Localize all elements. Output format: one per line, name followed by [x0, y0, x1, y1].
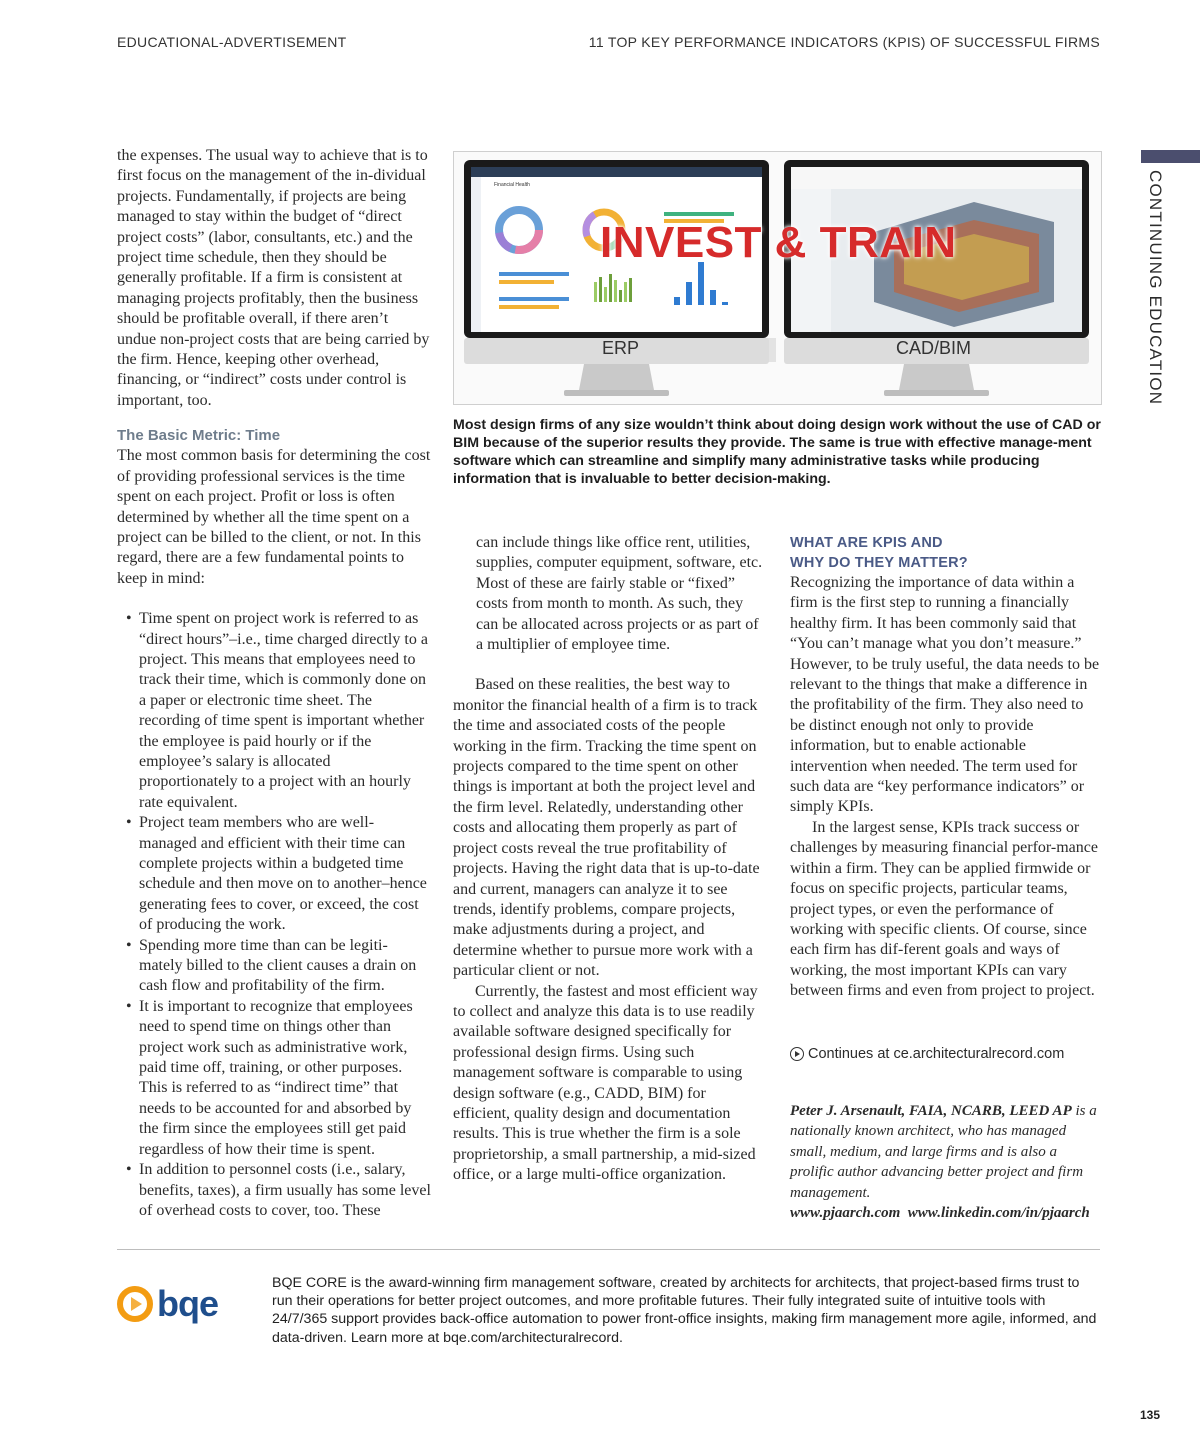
list-item: • Project team members who are well-managed and efficient with their time can complete projects within a budgeted time schedule and then move on to another–hence generating fees to cover, or exceed, the cost of producing the work. — [117, 813, 431, 935]
bqe-logo-text: bqe — [157, 1283, 219, 1324]
kpi-paragraph-2: In the largest sense, KPIs track success or challenges by measuring financial perfor-mance within a firm. They can be applied firmwide or focus on specific projects, particular teams, project types, or even the performance of working with specific clients. Of course, since each firm has dif-ferent goals and ways of working, the most important KPIs can vary between firms and even from project to project. — [790, 818, 1098, 1000]
section-label: CONTINUING EDUCATION — [1146, 170, 1165, 406]
realities-paragraph: Based on these realities, the best way to monitor the financial health of a firm is to track the time and associated costs of the people working in the firm. Tracking the time spent on projects compared to the time spent on other things is important at both the project level and the firm level. Relatedly, understanding other costs and allocating them properly as part of project costs reveal the true profitability of projects. Having the right data that is up-to-date and current, managers can analyze it to see trends, identify problems, compare projects, make adjustments during a project, and determine whether to pursue more work with a particular client or not. — [453, 676, 760, 980]
list-item: • In addition to personnel costs (i.e., salary, benefits, taxes), a firm usually has some level of overhead costs to cover, too. These — [117, 1160, 431, 1221]
column-2 — [453, 533, 765, 1186]
running-header-left: EDUCATIONAL-ADVERTISEMENT — [117, 34, 347, 50]
figure-headline: INVEST & TRAIN — [600, 218, 957, 267]
figure-caption: Most design firms of any size wouldn’t think about doing design work without the use of CAD or BIM because of the superior results they provide. The same is true with effective manage-ment software which can streamline and simplify many administrative tasks while producing information that is invaluable to better decision-making. — [453, 417, 1101, 487]
section-subhead: The Basic Metric: Time — [117, 427, 281, 445]
bqe-logo — [117, 1283, 218, 1325]
erp-app-title: Financial Health — [494, 182, 530, 188]
overhead-paragraph: can include things like office rent, utilities, supplies, computer equipment, software, etc. Most of these are fairly stable or “fixed” costs from month to month. As such, they can be allocated across projects or as part of a multiplier of employee time. — [476, 534, 763, 654]
kpi-heading-line-2: WHY DO THEY MATTER? — [790, 555, 968, 571]
page-number: 135 — [1140, 1408, 1161, 1422]
author-name: Peter J. Arsenault, FAIA, NCARB, LEED AP — [790, 1102, 1072, 1119]
author-bio: Peter J. Arsenault, FAIA, NCARB, LEED AP is a nationally known architect, who has managed small, medium, and large firms and is also a prolific author advancing better project and firm management. — [790, 1102, 1097, 1201]
monitors-illustration — [454, 152, 1101, 404]
bullet-list — [117, 609, 431, 1221]
cad-bim-monitor — [784, 160, 1089, 396]
bqe-ad-text: BQE CORE is the award-winning firm management software, created by architects for architects, that project-based firms trust to run their operations for better project outcomes, and more profitable futures. Their fully integrated suite of intuitive tools with 24/7/365 support provides back-office automation to power front-office insights, making firm management more agile, informed, and data-driven. Learn more at bqe.com/architecturalrecord. — [272, 1275, 1097, 1346]
play-icon — [790, 1047, 804, 1061]
cad-bim-label: CAD/BIM — [896, 338, 972, 358]
running-header-right: 11 TOP KEY PERFORMANCE INDICATORS (KPIS) OF SUCCESSFUL FIRMS — [588, 34, 1100, 50]
column-3 — [790, 533, 1102, 1223]
kpi-paragraph-1: Recognizing the importance of data within a firm is the first step to running a financially healthy firm. It has been commonly said that “You can’t manage what you don’t measure.” However, to be truly useful, the data needs to be relevant to the things that make a difference in the profitability of the firm. They also need to be distinct enough not only to provide information, but to enable actionable intervention when needed. The term used for such data are “key performance indicators” or simply KPIs. — [790, 574, 1100, 816]
divider — [117, 1249, 1100, 1250]
kpi-heading-line-1: WHAT ARE KPIS AND — [790, 535, 943, 551]
erp-label: ERP — [602, 338, 640, 358]
invest-train-figure — [453, 151, 1102, 405]
author-links[interactable]: www.pjaarch.com www.linkedin.com/in/pjaarch — [790, 1204, 1090, 1221]
column-1 — [117, 146, 431, 1221]
erp-monitor — [464, 160, 776, 396]
continues-link[interactable] — [790, 1044, 1102, 1064]
software-paragraph: Currently, the fastest and most efficient way to collect and analyze this data is to use readily available software designed specifically for professional design firms. Using such management software is comparable to using design software (e.g., CADD, BIM) for efficient, quality design and documentation results. This is true whether the firm is a sole proprietorship, a small partnership, a mid-sized office, or a large multi-office organization. — [453, 982, 758, 1184]
list-item: • Time spent on project work is referred to as “direct hours”–i.e., time charged directly to a project. This means that employees need to track their time, which is commonly done on a paper or electronic time sheet. The recording of time spent is important whether the employee is paid hourly or if the employee’s salary is allocated proportionately to a project with an hourly rate equivalent. — [117, 609, 431, 813]
time-paragraph: The most common basis for determining the cost of providing professional services is the time spent on each project. Profit or loss is often determined by whether all the time spent on a project can be billed to the client, or not. In this regard, there are a few fundamental points to keep in mind: — [117, 447, 431, 587]
list-item: • It is important to recognize that employees need to spend time on things other than project work such as administrative work, paid time off, training, or other purposes. This is referred to as “indirect time” that needs to be accounted for and absorbed by the firm since the employees still get paid regardless of how their time is spent. — [117, 997, 431, 1160]
bqe-logo-icon — [117, 1286, 153, 1322]
continues-text: Continues at ce.architecturalrecord.com — [808, 1045, 1065, 1062]
list-item: • Spending more time than can be legiti-mately billed to the client causes a drain on cash flow and profitability of the firm. — [117, 936, 431, 997]
section-tab-bar — [1141, 150, 1200, 163]
intro-paragraph: the expenses. The usual way to achieve that is to first focus on the management of the in-dividual projects. Fundamentally, if projects are being managed to stay within the budget of “direct project costs” (labor, consultants, etc.) and the project time schedule, then they should be generally profitable. If a firm is consistent at managing projects profitably, then the business should be profitable overall, if there aren’t undue non-project costs that are being carried by the firm. Hence, keeping other overhead, financing, or “indirect” costs under control is important, too. — [117, 147, 430, 409]
